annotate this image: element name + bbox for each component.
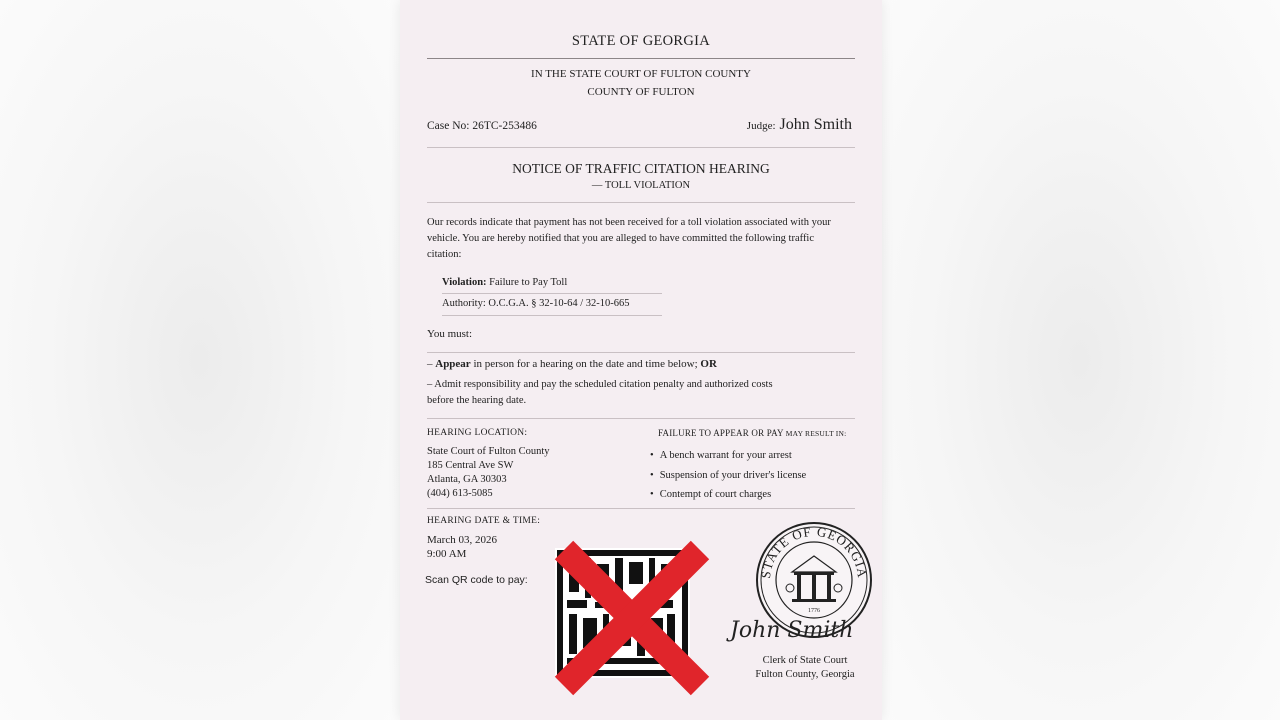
- clerk-title: Clerk of State Court: [762, 655, 848, 666]
- case-label: Case No:: [427, 120, 470, 132]
- citation-document: [400, 0, 882, 720]
- authority-value: O.C.G.A. § 32-10-64 / 32-10-665: [488, 298, 630, 309]
- option-dash: –: [427, 358, 436, 370]
- option-appear: [427, 358, 717, 370]
- option-appear-bold: Appear: [435, 358, 471, 370]
- seal-year: 1776: [808, 608, 820, 614]
- state-heading: STATE OF GEORGIA: [571, 33, 711, 49]
- divider: [442, 293, 662, 294]
- location-line: (404) 613-5085: [427, 488, 493, 499]
- divider: [427, 147, 855, 148]
- notice-subtitle: — TOLL VIOLATION: [591, 180, 691, 191]
- divider: [427, 508, 855, 509]
- date-heading: HEARING DATE & TIME:: [427, 516, 541, 526]
- violation-label: Violation:: [442, 277, 487, 288]
- hearing-date-time: [427, 533, 497, 561]
- background-right: [880, 0, 1280, 720]
- case-value: 26TC-253486: [472, 120, 537, 132]
- county-name: COUNTY OF FULTON: [587, 86, 695, 98]
- divider: [427, 202, 855, 203]
- list-item: • Contempt of court charges: [650, 485, 806, 505]
- intro-paragraph: Our records indicate that payment has not been received for a toll violation associated with your vehicle. You are hereby notified that you are alleged to have committed the following traffic citation:: [427, 217, 831, 260]
- location-line: State Court of Fulton County: [427, 446, 550, 457]
- divider: [427, 352, 855, 353]
- location-address: [427, 445, 550, 501]
- judge-field: [747, 116, 852, 134]
- location-line: 185 Central Ave SW: [427, 460, 514, 471]
- divider: [427, 418, 855, 419]
- scan-label: Scan QR code to pay:: [425, 574, 528, 586]
- case-number: [427, 120, 537, 132]
- authority-label: Authority:: [442, 298, 486, 309]
- divider: [442, 315, 662, 316]
- violation-value: Failure to Pay Toll: [489, 277, 568, 288]
- red-x-icon: [552, 538, 712, 698]
- clerk-location: Fulton County, Georgia: [755, 669, 855, 680]
- location-heading: HEARING LOCATION:: [427, 428, 528, 438]
- hearing-date: March 03, 2026: [427, 534, 497, 546]
- must-label: You must:: [427, 328, 473, 340]
- judge-label: Judge:: [746, 120, 776, 132]
- court-name: IN THE STATE COURT OF FULTON COUNTY: [531, 68, 751, 80]
- violation-line: [442, 277, 567, 288]
- failure-heading: [658, 428, 846, 438]
- option-or: OR: [700, 358, 717, 370]
- failure-consequences: [650, 446, 806, 505]
- clerk-signature: John Smith: [730, 618, 854, 643]
- judge-name: John Smith: [779, 116, 852, 133]
- background-left: [0, 0, 400, 720]
- notice-title: NOTICE OF TRAFFIC CITATION HEARING: [512, 161, 770, 176]
- location-line: Atlanta, GA 30303: [427, 474, 507, 485]
- authority-line: [442, 298, 630, 309]
- option-appear-text: in person for a hearing on the date and time below;: [470, 358, 701, 370]
- option-pay: – Admit responsibility and pay the scheduled citation penalty and authorized costs before the hearing date.: [427, 379, 773, 406]
- failure-heading-small: MAY RESULT IN:: [785, 429, 847, 438]
- hearing-time: 9:00 AM: [427, 548, 467, 560]
- list-item: • A bench warrant for your arrest: [650, 446, 806, 466]
- seal-text: STATE OF GEORGIA: [757, 523, 871, 580]
- list-item: • Suspension of your driver's license: [650, 466, 806, 486]
- divider: [427, 58, 855, 59]
- failure-heading-main: FAILURE TO APPEAR OR PAY: [658, 428, 784, 438]
